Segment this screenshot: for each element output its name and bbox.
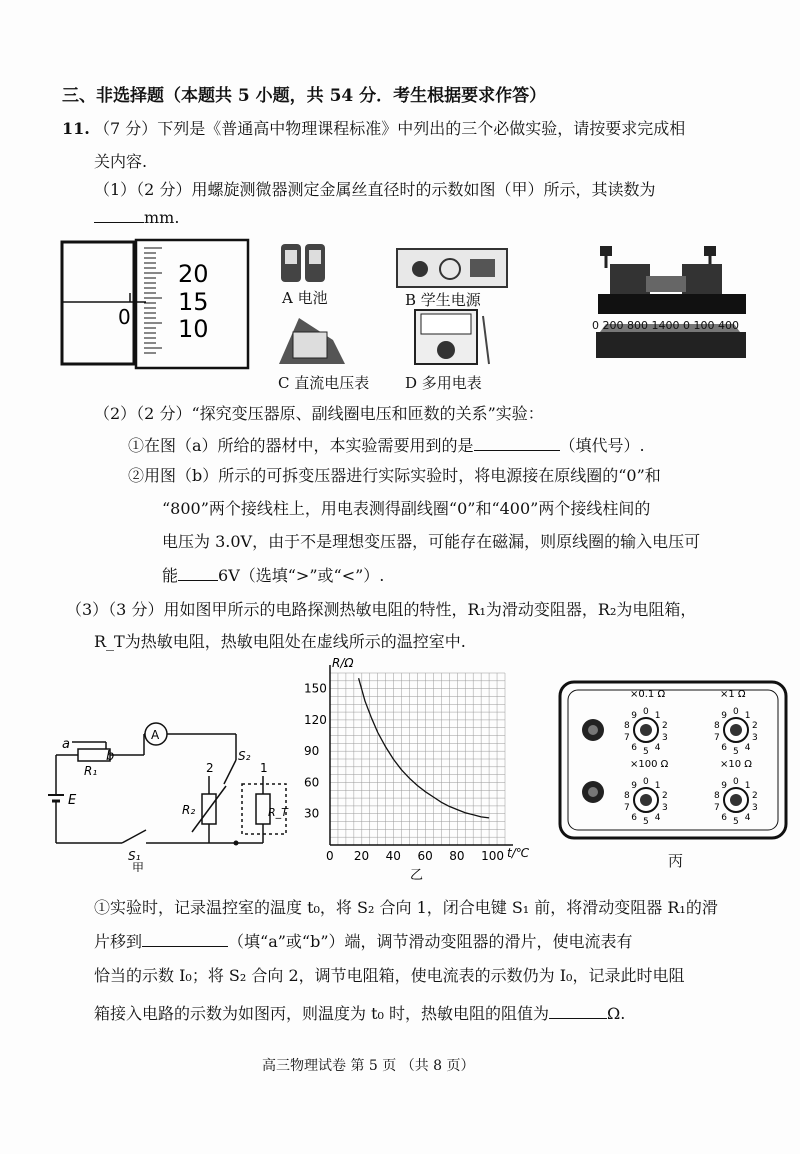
chart-y-label: R/Ω — [332, 656, 354, 670]
dial-digit: 5 — [733, 747, 739, 757]
chart-x-label: t/℃ — [507, 846, 530, 860]
dial-digit: 5 — [643, 817, 649, 827]
dial-digit: 9 — [631, 710, 637, 721]
dial-digit: 8 — [714, 720, 720, 731]
q11-part3-q1-line3: 恰当的示数 I₀；将 S₂ 合向 2，调节电阻箱，使电流表的示数仍为 I₀，记录此时电阻 — [94, 966, 685, 985]
q11-part3-line1: （3）（3 分）用如图甲所示的电路探测热敏电阻的特性，R₁为滑动变阻器，R₂为电阻箱， — [66, 600, 697, 619]
x-tick-label: 20 — [353, 849, 370, 863]
dial-digit: 3 — [662, 733, 668, 744]
dial-digit: 5 — [733, 817, 739, 827]
equipment-label-c: C 直流电压表 — [278, 374, 370, 392]
circuit-label-a: a — [62, 737, 70, 752]
equipment-label-b: B 学生电源 — [405, 291, 481, 309]
dial-digit: 6 — [631, 743, 637, 754]
q11-part2-q1-suffix: （填代号）. — [559, 436, 645, 455]
dial-digit: 6 — [631, 813, 637, 824]
x-tick-label: 40 — [385, 849, 401, 863]
dial-digit: 4 — [654, 813, 661, 824]
micrometer-frame — [62, 242, 134, 364]
dial-digit: 2 — [662, 720, 668, 731]
dial-digit: 6 — [721, 743, 727, 754]
dial-digit: 4 — [744, 813, 751, 824]
dial-multiplier-label: ×10 Ω — [720, 759, 752, 770]
circuit-diagram — [42, 700, 302, 872]
resistance-box-figure — [558, 680, 788, 840]
scale-label-20: 20 — [178, 260, 209, 288]
dial-digit: 7 — [714, 733, 720, 744]
dial-center — [730, 794, 742, 806]
circuit-label-e: E — [68, 793, 77, 808]
circuit-label-ammeter: A — [151, 728, 160, 742]
transformer-terminal-labels: 0 200 800 1400 0 100 400 — [592, 319, 739, 332]
dial-multiplier-label: ×0.1 Ω — [630, 689, 666, 700]
dial-digit: 5 — [643, 747, 649, 757]
circuit-caption: 甲 — [132, 861, 145, 872]
dial-digit: 4 — [744, 743, 751, 754]
dial-digit: 2 — [752, 790, 758, 801]
micrometer-figure — [60, 238, 250, 370]
q11-part2-q1 — [128, 436, 645, 456]
y-tick-label: 60 — [304, 775, 320, 790]
q11-part3-q1-line4-prefix: 箱接入电路的示数为如图丙，则温度为 t₀ 时，热敏电阻的阻值为 — [94, 1004, 550, 1023]
dial-center — [730, 724, 742, 736]
resistance-temperature-chart — [300, 655, 540, 885]
q11-part3-q1-line4 — [94, 1004, 625, 1024]
dial-center — [640, 794, 652, 806]
q11-part2-title: （2）（2 分）“探究变压器原、副线圈电压和匝数的关系”实验： — [94, 404, 544, 423]
dial-digit: 8 — [624, 790, 630, 801]
dial-digit: 9 — [631, 780, 637, 791]
circuit-label-2: 2 — [206, 761, 214, 775]
dial-digit: 2 — [662, 790, 668, 801]
q11-part3-q1-line4-suffix: Ω. — [607, 1004, 626, 1023]
transformer-image — [590, 238, 750, 368]
q11-part2-q2-line4 — [162, 566, 384, 586]
q11-part3-q1-line2-suffix: （填“a”或“b”）端，调节滑动变阻器的滑片，使电流表有 — [228, 932, 633, 951]
sleeve-zero-label: 0 — [118, 305, 131, 329]
q11-part2-q2-line3: 电压为 3.0V，由于不是理想变压器，可能存在磁漏，则原线圈的输入电压可 — [162, 532, 701, 551]
q11-part3-q1-line2-prefix: 片移到 — [94, 932, 143, 951]
resistance-box-caption: 丙 — [668, 852, 684, 870]
equipment-label-a: A 电池 — [282, 289, 328, 307]
unit-mm: mm. — [144, 208, 180, 227]
dial-digit: 9 — [721, 710, 727, 721]
q11-part2-q2-suffix: 6V（选填“>”或“<”）. — [218, 566, 385, 585]
dial-digit: 1 — [654, 780, 661, 791]
q11-part1-text: （1）（2 分）用螺旋测微器测定金属丝直径时的示数如图（甲）所示，其读数为 — [94, 180, 656, 199]
q11-intro-line1: （7 分）下列是《普通高中物理课程标准》中列出的三个必做实验，请按要求完成相 — [94, 119, 686, 138]
circuit-label-r2: R₂ — [182, 803, 196, 817]
circuit-label-s1: S₁ — [128, 849, 141, 863]
dial-digit: 1 — [744, 780, 751, 791]
x-tick-label: 0 — [326, 849, 334, 863]
resistance-box-frame — [560, 682, 786, 838]
dial-digit: 0 — [733, 777, 739, 787]
answer-blank-1[interactable] — [94, 208, 144, 223]
x-tick-label: 100 — [481, 849, 504, 863]
dial-digit: 3 — [752, 733, 758, 744]
q11-part2-q2-prefix: 能 — [162, 566, 179, 585]
q11-part2-q1-text: ①在图（a）所给的器材中，本实验需要用到的是 — [128, 436, 474, 455]
circuit-label-s2: S₂ — [238, 749, 251, 763]
circuit-label-rt: R_T — [268, 806, 288, 819]
q11-part3-q1-line1: ①实验时，记录温控室的温度 t₀，将 S₂ 合向 1，闭合电键 S₁ 前，将滑动变阻器 R₁的滑 — [94, 898, 718, 917]
dial-digit: 1 — [744, 710, 751, 721]
circuit-label-1: 1 — [260, 761, 268, 775]
multimeter-image — [405, 306, 495, 368]
dial-digit: 8 — [714, 790, 720, 801]
section-heading: 三、非选择题（本题共 5 小题，共 54 分．考生根据要求作答） — [62, 86, 547, 106]
q11-intro-line2: 关内容. — [94, 152, 148, 171]
answer-blank-4[interactable] — [142, 932, 228, 947]
q11-part2-q2-line2: “800”两个接线柱上，用电表测得副线圈“0”和“400”两个接线柱间的 — [162, 499, 651, 518]
dial-digit: 3 — [662, 803, 668, 814]
dial-digit: 7 — [624, 733, 630, 744]
q11-part2-q2-line1: ②用图（b）所示的可拆变压器进行实际实验时，将电源接在原线圈的“0”和 — [128, 466, 661, 485]
answer-blank-3[interactable] — [178, 566, 218, 581]
x-tick-label: 80 — [449, 849, 465, 863]
chart-caption: 乙 — [410, 868, 424, 883]
scale-label-15: 15 — [178, 288, 209, 316]
thermistor-curve — [359, 678, 490, 818]
y-tick-label: 150 — [304, 681, 327, 696]
q11-part3-line2: R_T为热敏电阻，热敏电阻处在虚线所示的温控室中. — [94, 632, 466, 651]
scale-label-10: 10 — [178, 315, 209, 343]
dial-digit: 4 — [654, 743, 661, 754]
x-tick-label: 60 — [417, 849, 433, 863]
thimble-ticks — [144, 248, 162, 353]
dial-digit: 0 — [733, 707, 739, 717]
dial-multiplier-label: ×100 Ω — [630, 759, 669, 770]
dial-digit: 1 — [654, 710, 661, 721]
dc-voltmeter-image — [275, 312, 350, 368]
dial-digit: 6 — [721, 813, 727, 824]
page-footer: 高三物理试卷 第 5 页 （共 8 页） — [262, 1058, 475, 1074]
dial-multiplier-label: ×1 Ω — [720, 689, 746, 700]
q11-part3-q1-line2 — [94, 932, 633, 952]
q11-part1-answer-line — [94, 208, 179, 228]
circuit-label-r1: R₁ — [84, 764, 98, 778]
answer-blank-2[interactable] — [474, 436, 560, 451]
dial-center — [640, 724, 652, 736]
question-number: 11. — [62, 119, 90, 138]
circuit-label-b: b — [106, 749, 115, 764]
dial-digit: 7 — [624, 803, 630, 814]
dial-digit: 3 — [752, 803, 758, 814]
power-supply-image — [395, 245, 510, 289]
dial-digit: 9 — [721, 780, 727, 791]
dial-digit: 0 — [643, 707, 649, 717]
answer-blank-5[interactable] — [549, 1004, 607, 1019]
battery-image — [275, 238, 335, 288]
equipment-label-d: D 多用电表 — [405, 374, 482, 392]
y-tick-label: 30 — [304, 806, 320, 821]
y-tick-label: 90 — [304, 744, 320, 759]
y-tick-label: 120 — [304, 712, 327, 727]
dial-digit: 7 — [714, 803, 720, 814]
chart-grid — [330, 673, 505, 845]
dial-digit: 0 — [643, 777, 649, 787]
dial-digit: 8 — [624, 720, 630, 731]
dial-digit: 2 — [752, 720, 758, 731]
